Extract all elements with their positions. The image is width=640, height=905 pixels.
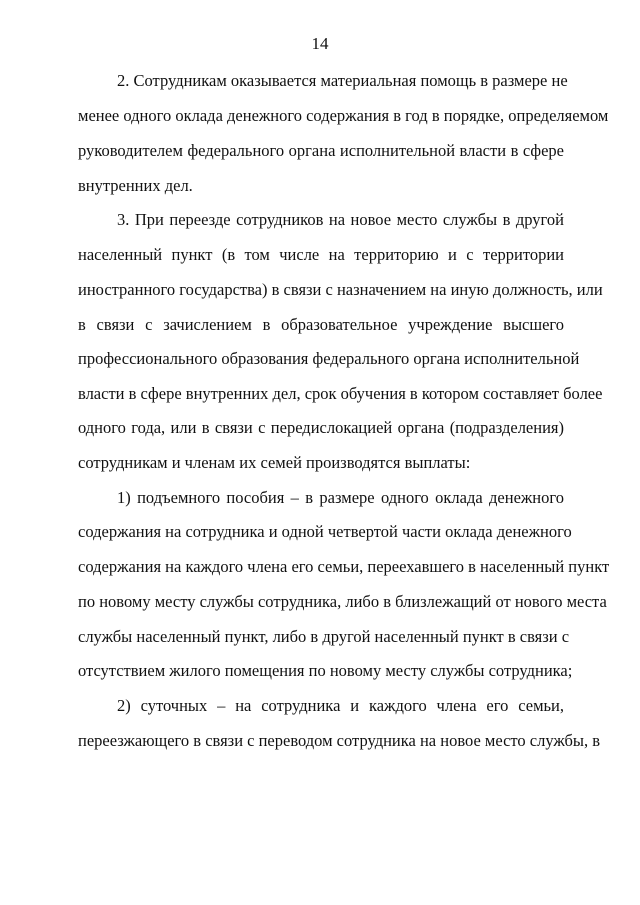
paragraph-3-line: в связи с зачислением в образовательное учреждение высшего bbox=[78, 315, 564, 334]
item-2-line: переезжающего в связи с переводом сотрудника на новое место службы, в bbox=[78, 731, 601, 750]
item-1-line: 1) подъемного пособия – в размере одного оклада денежного bbox=[117, 488, 564, 507]
paragraph-3-line: одного года, или в связи с передислокацией органа (подразделения) bbox=[78, 418, 564, 437]
paragraph-3-line: 3. При переезде сотрудников на новое место службы в другой bbox=[117, 210, 564, 229]
page-number: 14 bbox=[311, 34, 329, 53]
item-2-line: 2) суточных – на сотрудника и каждого члена его семьи, bbox=[117, 696, 564, 715]
paragraph-2-line: менее одного оклада денежного содержания в год в порядке, определяемом bbox=[78, 106, 609, 125]
paragraph-3-line: населенный пункт (в том числе на территорию и с территории bbox=[78, 245, 564, 264]
paragraph-3-line: власти в сфере внутренних дел, срок обучения в котором составляет более bbox=[78, 384, 603, 403]
paragraph-3-line: сотрудникам и членам их семей производятся выплаты: bbox=[78, 453, 471, 472]
paragraph-3-line: иностранного государства) в связи с назначением на иную должность, или bbox=[78, 280, 603, 299]
item-1-line: содержания на каждого члена его семьи, переехавшего в населенный пункт bbox=[78, 557, 610, 576]
paragraph-2-line: руководителем федерального органа исполнительной власти в сфере bbox=[78, 141, 564, 160]
item-1-line: отсутствием жилого помещения по новому месту службы сотрудника; bbox=[78, 661, 573, 680]
item-1-line: службы населенный пункт, либо в другой населенный пункт в связи с bbox=[78, 627, 570, 646]
item-1-line: по новому месту службы сотрудника, либо в близлежащий от нового места bbox=[78, 592, 607, 611]
item-1-line: содержания на сотрудника и одной четвертой части оклада денежного bbox=[78, 522, 572, 541]
paragraph-3-line: профессионального образования федерального органа исполнительной bbox=[78, 349, 580, 368]
paragraph-2-line: внутренних дел. bbox=[78, 176, 193, 195]
paragraph-2-line: 2. Сотрудникам оказывается материальная помощь в размере не bbox=[117, 71, 568, 90]
